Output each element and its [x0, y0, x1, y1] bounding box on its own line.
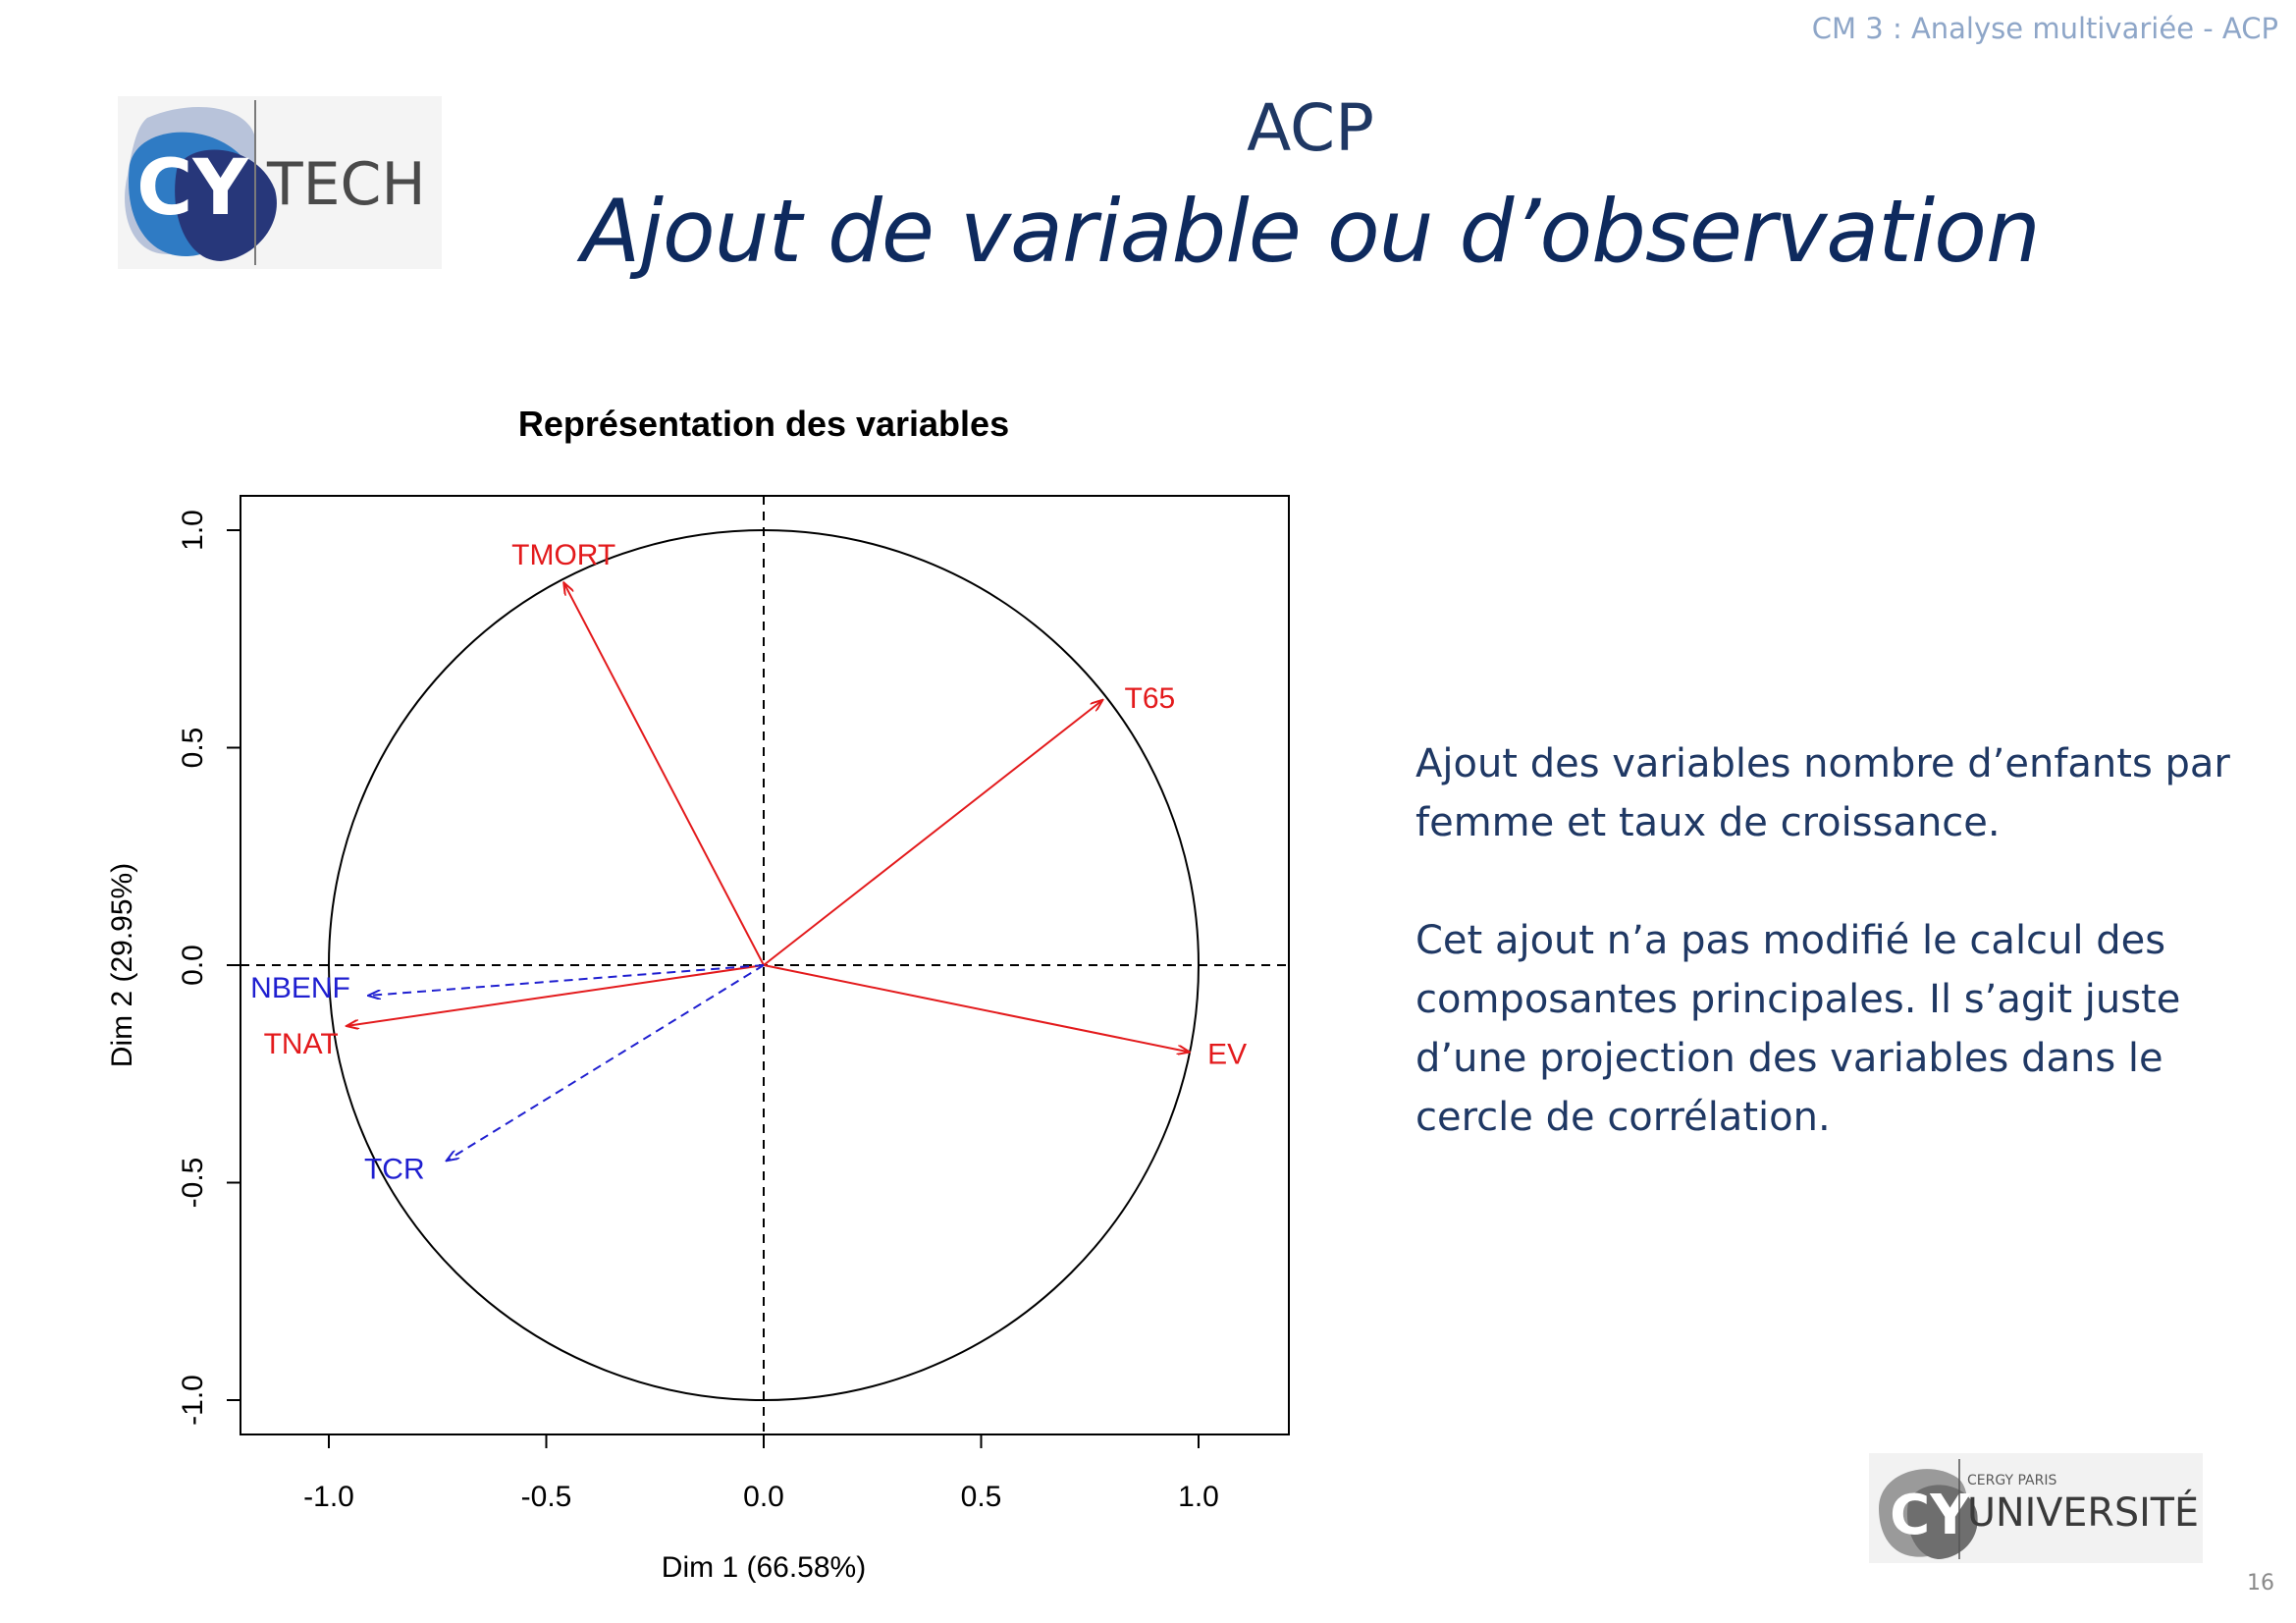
cy-letters: CY — [136, 144, 248, 233]
y-tick-label: -1.0 — [177, 1375, 209, 1426]
y-tick-label: -0.5 — [177, 1157, 209, 1209]
y-axis-label: Dim 2 (29.95%) — [106, 862, 138, 1068]
x-tick-label: -0.5 — [520, 1481, 572, 1513]
label-ev: EV — [1207, 1038, 1248, 1071]
universite-text: UNIVERSITÉ — [1967, 1490, 2202, 1536]
arrow-tcr — [447, 965, 764, 1161]
cergy-paris-text: CERGY PARIS — [1967, 1473, 2057, 1488]
slide-title: ACP — [1247, 90, 1374, 166]
label-nbenf: NBENF — [250, 972, 350, 1005]
tech-word: TECH — [267, 150, 426, 219]
paragraph-1: Ajout des variables nombre d’enfants par femme et taux de croissance. — [1415, 741, 2230, 845]
label-tcr: TCR — [363, 1153, 425, 1186]
x-tick-label: 0.5 — [960, 1481, 1002, 1513]
arrow-tmort — [563, 582, 764, 965]
label-t65: T65 — [1124, 681, 1176, 715]
cy-letters-small: CY — [1890, 1484, 1970, 1547]
label-tnat: TNAT — [263, 1028, 339, 1061]
axes — [177, 510, 1219, 1513]
label-tmort: TMORT — [511, 539, 616, 572]
y-tick-label: 1.0 — [177, 510, 209, 551]
explanation-text — [1415, 734, 2279, 1206]
y-tick-label: 0.5 — [177, 727, 209, 769]
paragraph-2: Cet ajout n’a pas modifié le calcul des composantes principales. Il s’agit juste d’une projection des variables dans le cercle de corrélation. — [1415, 918, 2181, 1140]
plot-area — [240, 496, 1289, 1434]
chart-title: Représentation des variables — [517, 404, 1010, 444]
slide-subtitle: Ajout de variable ou d’observation — [581, 181, 2040, 282]
x-tick-label: -1.0 — [303, 1481, 354, 1513]
x-tick-label: 1.0 — [1178, 1481, 1219, 1513]
arrow-tnat — [347, 965, 764, 1026]
arrow-t65 — [764, 700, 1103, 965]
y-tick-label: 0.0 — [177, 945, 209, 986]
x-tick-label: 0.0 — [743, 1481, 784, 1513]
cy-universite-logo — [1869, 1453, 2203, 1563]
course-label: CM 3 : Analyse multivariée - ACP — [1811, 12, 2278, 45]
x-axis-label: Dim 1 (66.58%) — [661, 1551, 867, 1584]
arrow-ev — [764, 965, 1190, 1053]
page-number: 16 — [2247, 1571, 2274, 1596]
arrow-nbenf — [368, 965, 764, 996]
